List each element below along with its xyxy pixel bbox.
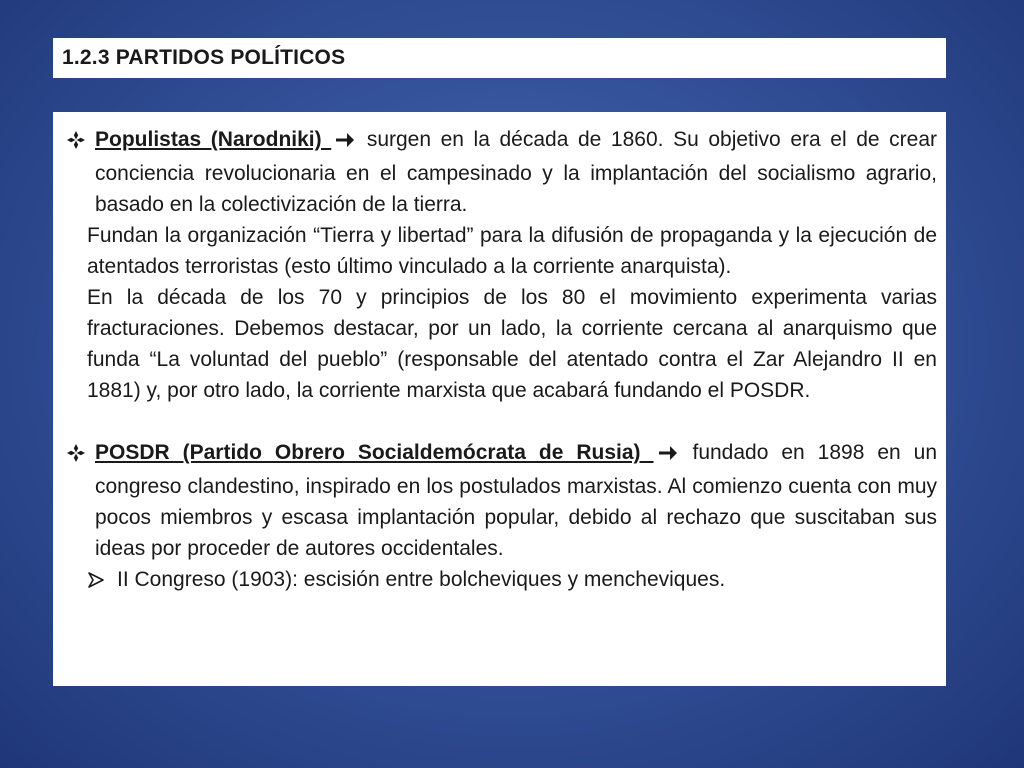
diamond-bullet-icon: [67, 437, 89, 468]
diamond-bullet-icon: [67, 124, 89, 155]
sub-bullet-text: II Congreso (1903): escisión entre bolcheviques y mencheviques.: [117, 568, 726, 591]
right-arrow-icon: [335, 127, 355, 158]
right-arrow-icon: [658, 440, 678, 471]
section-posdr: [67, 437, 937, 564]
posdr-sub-bullet: [67, 564, 937, 595]
check-arrow-icon: [87, 564, 105, 595]
populistas-paragraph: Fundan la organización “Tierra y libertad” para la difusión de propaganda y la ejecución de atentados terroristas (esto último vinculado a la corriente anarquista).: [87, 224, 937, 278]
populistas-intro: surgen en la década de 1860. Su objetivo era el de crear conciencia revolucionaria en el campesinado y la implantación del socialismo agrario, basado en la colectivización de la tierra.: [95, 128, 937, 216]
posdr-intro: fundado en 1898 en un congreso clandestino, inspirado en los postulados marxistas. Al comienzo cuenta con muy pocos miembros y escasa implantación popular, debido al rechazo que suscitaban sus ideas por proceder de autores occidentales.: [95, 441, 938, 560]
term-populistas: Populistas (Narodniki): [95, 128, 332, 151]
populistas-paragraph: En la década de los 70 y principios de los 80 el movimiento experimenta varias fracturaciones. Debemos destacar, por un lado, la corriente cercana al anarquismo que funda “La voluntad del pueblo” (responsable del atentado contra el Zar Alejandro II en 1881) y, por otro lado, la corriente marxista que acabará fundando el POSDR.: [87, 286, 937, 402]
slide-title: 1.2.3 PARTIDOS POLÍTICOS: [62, 46, 346, 69]
section-populistas: [67, 124, 937, 220]
content-box: [53, 112, 946, 686]
title-box: [53, 38, 946, 78]
term-posdr: POSDR (Partido Obrero Socialdemócrata de Rusia): [95, 441, 654, 464]
spacer: [67, 406, 937, 437]
